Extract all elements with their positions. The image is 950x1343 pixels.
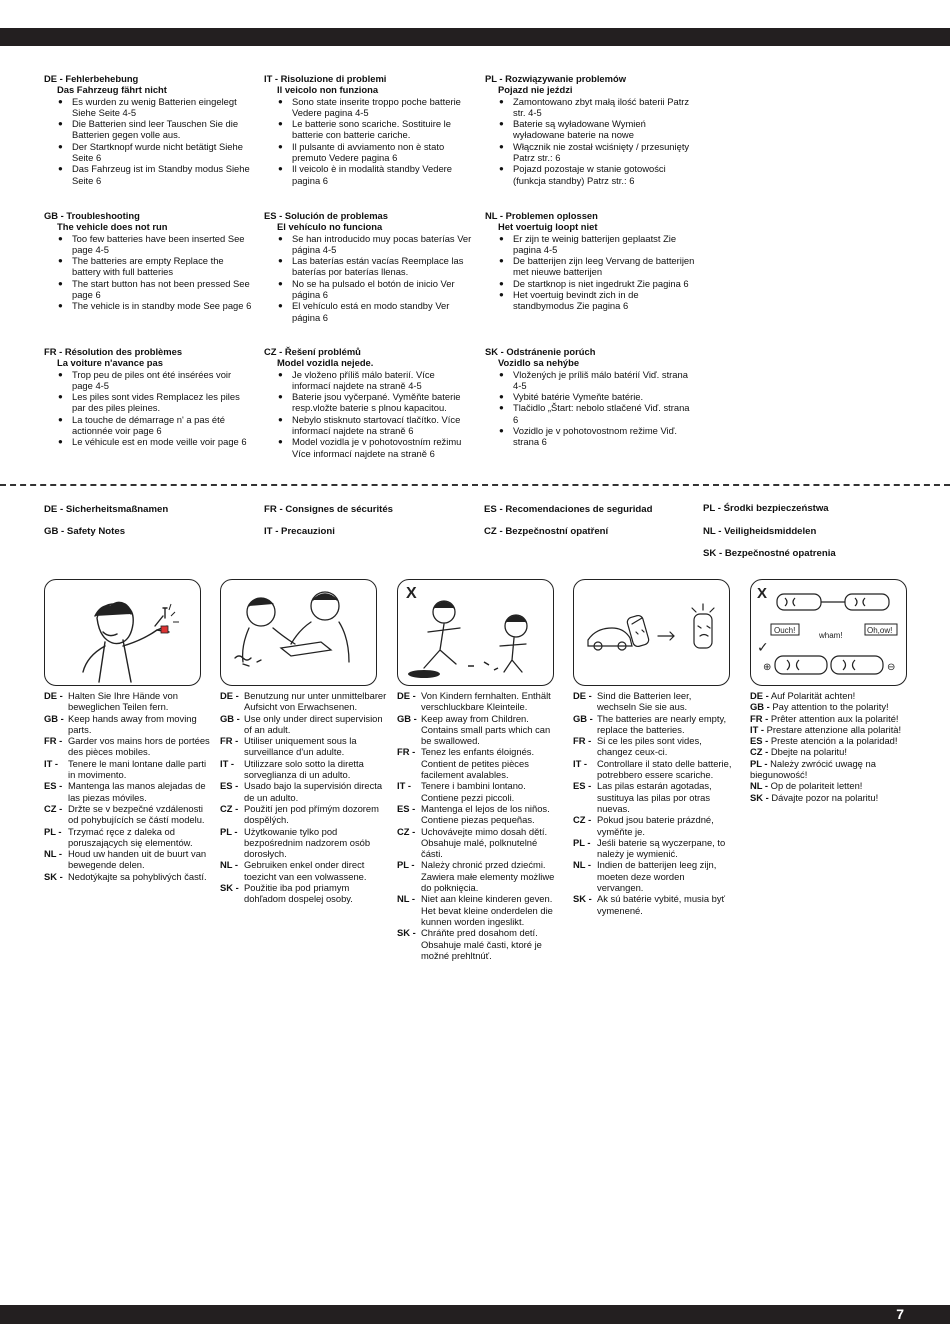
language-code: IT -	[220, 757, 235, 769]
troubleshooting-list	[485, 233, 695, 312]
troubleshooting-subheading: Het voertuig loopt niet	[498, 221, 598, 233]
safety-note-text: Von Kindern fernhalten. Enthält verschluckbare Kleinteile.	[421, 690, 551, 713]
language-code: GB -	[220, 712, 240, 724]
language-code: CZ -	[573, 814, 592, 826]
list-item: ● Vložených je príliš málo batérií Viď. strana 4-5	[498, 369, 695, 392]
list-item: ● The batteries are empty Replace the battery with full batteries	[57, 255, 254, 278]
safety-note	[750, 780, 910, 791]
language-code: ES -	[44, 780, 63, 792]
troubleshooting-it	[264, 73, 474, 186]
language-code: NL -	[220, 859, 239, 871]
illustration-replace-batteries	[573, 579, 730, 686]
safety-note-text: Sind die Batterien leer, wechseln Sie sie aus.	[597, 690, 692, 713]
language-code: ES -	[397, 802, 416, 814]
language-code: ES -	[220, 780, 239, 792]
safety-note-text: Halten Sie Ihre Hände von beweglichen Teilen fern.	[68, 690, 178, 713]
language-code: FR -	[750, 712, 769, 724]
wham-label: wham!	[819, 631, 843, 640]
list-item: ● Il pulsante di avviamento non è stato premuto Vedere pagina 6	[277, 141, 474, 164]
safety-note	[750, 792, 910, 803]
language-code: ES -	[573, 780, 592, 792]
troubleshooting-nl	[485, 210, 695, 312]
safety-note-text: Pay attention to the polarity!	[772, 701, 889, 713]
safety-note	[573, 713, 733, 736]
adult-and-child-icon	[221, 580, 376, 685]
list-item: ● Die Batterien sind leer Tauschen Sie die Batterien gegen volle aus.	[57, 118, 254, 141]
safety-note-text: Keep away from Children. Contains small parts which can be swallowed.	[421, 712, 551, 747]
safety-note	[573, 780, 733, 814]
ohow-label: Oh,ow!	[867, 626, 893, 635]
safety-note	[397, 927, 557, 961]
language-code: DE -	[44, 690, 63, 701]
minus-icon: ⊖	[887, 662, 896, 673]
troubleshooting-heading: SK - Odstránenie porúch	[485, 346, 596, 357]
language-code: SK -	[44, 870, 63, 882]
list-item: ● The vehicle is in standby mode See page 6	[57, 300, 254, 311]
list-item: ● Las baterías están vacías Reemplace las baterías por baterías llenas.	[277, 255, 474, 278]
safety-note	[573, 814, 733, 837]
troubleshooting-list	[44, 369, 254, 448]
troubleshooting-fr	[44, 346, 254, 448]
language-code: NL -	[44, 848, 63, 860]
safety-note	[44, 735, 214, 758]
safety-note	[44, 826, 214, 849]
troubleshooting-heading: PL - Rozwiązywanie problemów	[485, 73, 626, 84]
language-code: PL -	[220, 825, 238, 837]
troubleshooting-gb	[44, 210, 254, 312]
safety-note	[750, 724, 910, 735]
safety-note-text: Prêter attention aux la polarité!	[770, 712, 899, 724]
safety-note	[573, 690, 733, 713]
troubleshooting-heading: GB - Troubleshooting	[44, 210, 140, 221]
safety-notes-polarity	[750, 690, 910, 803]
illustration-adult-supervision	[220, 579, 377, 686]
troubleshooting-list	[485, 96, 695, 186]
language-code: SK -	[573, 893, 592, 905]
troubleshooting-subheading: Model vozidla nejede.	[277, 357, 374, 369]
safety-note-text: Držte se v bezpečné vzdálenosti od pohybujících se částí modelu.	[68, 802, 205, 826]
language-code: CZ -	[220, 802, 239, 814]
ouch-label: Ouch!	[774, 626, 796, 635]
list-item: ● Włącznik nie został wciśnięty / przesunięty Patrz str.: 6	[498, 141, 695, 164]
safety-note-text: Należy chronić przed dziećmi. Zawiera małe elementy możliwe do połknięcia.	[421, 859, 555, 894]
safety-note	[750, 758, 910, 781]
language-code: FR -	[220, 735, 239, 747]
list-item: ● Sono state inserite troppo poche batterie Vedere pagina 4-5	[277, 96, 474, 119]
safety-notes-children	[397, 690, 557, 961]
safety-note	[44, 713, 214, 736]
safety-note-text: Pokud jsou baterie prázdné, vyměňte je.	[597, 814, 714, 837]
troubleshooting-es	[264, 210, 474, 323]
safety-note-text: Použitie iba pod priamym dohľadom dospelej osoby.	[244, 882, 353, 905]
safety-note-text: Niet aan kleine kinderen geven. Het bevat kleine onderdelen die kunnen worden ingeslikt.	[421, 893, 553, 927]
safety-heading-sk: SK - Bezpečnostné opatrenia	[703, 548, 836, 559]
language-code: IT -	[397, 780, 412, 792]
safety-note-text: Si ce les piles sont vides, changez ceux-ci.	[597, 735, 702, 758]
list-item: ● Il veicolo è in modalità standby Vedere pagina 6	[277, 163, 474, 186]
list-item: ● Nebylo stisknuto startovací tlačítko. Více informací najdete na straně 6	[277, 414, 474, 437]
language-code: IT -	[44, 757, 59, 769]
illustration-polarity	[750, 579, 907, 686]
safety-note	[750, 713, 910, 724]
troubleshooting-list	[44, 96, 254, 186]
safety-note-text: The batteries are nearly empty, replace the batteries.	[597, 712, 727, 735]
troubleshooting-list	[264, 96, 474, 186]
safety-note	[220, 690, 390, 713]
safety-note	[44, 871, 214, 882]
troubleshooting-subheading: Pojazd nie jeździ	[498, 84, 573, 96]
troubleshooting-heading: CZ - Řešení problémů	[264, 346, 361, 357]
safety-note	[573, 893, 733, 916]
safety-note	[220, 780, 390, 803]
safety-note-text: Tenez les enfants éloignés. Contient de petites pièces facilement avalables.	[421, 746, 535, 781]
troubleshooting-heading: ES - Solución de problemas	[264, 210, 388, 221]
list-item: ● De batterijen zijn leeg Vervang de batterijen met nieuwe batterijen	[498, 255, 695, 278]
safety-note	[397, 746, 557, 780]
troubleshooting-list	[264, 369, 474, 459]
safety-note-text: Uchovávejte mimo dosah dětí. Obsahuje malé, polknutelné části.	[421, 825, 548, 860]
safety-note-text: Jeśli baterie są wyczerpane, to należy je wymienić.	[597, 836, 726, 860]
safety-note	[573, 758, 733, 781]
troubleshooting-subheading: Vozidlo sa nehýbe	[498, 357, 580, 369]
page-number: 7	[896, 1306, 904, 1322]
safety-note-text: Dbejte na polaritu!	[770, 746, 847, 758]
troubleshooting-subheading: La voiture n'avance pas	[57, 357, 163, 369]
safety-note-text: Preste atención a la polaridad!	[770, 735, 898, 747]
language-code: DE -	[220, 690, 239, 701]
list-item: ● Model vozidla je v pohotovostním režimu Více informací najdete na straně 6	[277, 436, 474, 459]
safety-heading-cz: CZ - Bezpečnostní opatření	[484, 526, 609, 537]
safety-note-text: Trzymać ręce z daleka od poruszających się elementów.	[68, 825, 193, 848]
safety-heading-pl: PL - Środki bezpieczeństwa	[703, 503, 829, 514]
language-code: FR -	[573, 735, 592, 747]
safety-note-text: Tenere i bambini lontano. Contiene pezzi piccoli.	[421, 780, 526, 803]
language-code: DE -	[750, 690, 769, 701]
safety-note	[44, 690, 214, 713]
language-code: NL -	[750, 780, 769, 792]
safety-note-text: Indien de batterijen leeg zijn, moeten deze worden vervangen.	[597, 859, 717, 894]
safety-note-text: Należy zwrócić uwagę na biegunowość!	[750, 757, 876, 781]
safety-note	[397, 859, 557, 893]
list-item: ● No se ha pulsado el botón de inicio Ver página 6	[277, 278, 474, 301]
safety-note-text: Las pilas estarán agotadas, sustituya las pilas por otras nuevas.	[597, 780, 712, 814]
safety-note-text: Mantenga las manos alejadas de las piezas móviles.	[68, 780, 206, 803]
language-code: GB -	[750, 701, 770, 713]
safety-heading-it: IT - Precauzioni	[264, 526, 335, 537]
troubleshooting-heading: DE - Fehlerbehebung	[44, 73, 139, 84]
safety-heading-gb: GB - Safety Notes	[44, 526, 126, 537]
prohibited-mark: X	[406, 585, 417, 602]
language-code: SK -	[397, 927, 416, 939]
safety-note	[750, 701, 910, 712]
language-code: DE -	[573, 690, 592, 701]
correct-polarity-mark: ✓	[757, 640, 769, 656]
language-code: CZ -	[44, 802, 63, 814]
language-code: CZ -	[750, 746, 769, 758]
list-item: ● Es wurden zu wenig Batterien eingelegt Siehe Seite 4-5	[57, 96, 254, 119]
safety-note	[220, 859, 390, 882]
top-bar	[0, 28, 950, 46]
battery-polarity-icon	[751, 580, 906, 685]
safety-note-text: Gebruiken enkel onder direct toezicht van een volwassene.	[244, 859, 367, 882]
list-item: ● La touche de démarrage n' a pas été actionnée voir page 6	[57, 414, 254, 437]
safety-note-text: Garder vos mains hors de portées des pièces mobiles.	[68, 735, 210, 758]
child-finger-pinch-icon	[45, 580, 200, 685]
troubleshooting-heading: NL - Problemen oplossen	[485, 210, 598, 221]
safety-note	[220, 826, 390, 860]
tired-battery-car-icon	[574, 580, 729, 685]
safety-note-text: Mantenga el lejos de los niños. Contiene piezas pequeñas.	[421, 802, 550, 826]
troubleshooting-heading: IT - Risoluzione di problemi	[264, 73, 387, 84]
troubleshooting-cz	[264, 346, 474, 459]
safety-note	[573, 837, 733, 860]
list-item: ● Zamontowano zbyt małą ilość baterii Patrz str. 4-5	[498, 96, 695, 119]
safety-note-text: Use only under direct supervision of an adult.	[244, 712, 383, 735]
list-item: ● Les piles sont vides Remplacez les piles par des piles pleines.	[57, 391, 254, 414]
safety-note-text: Op de polariteit letten!	[770, 780, 863, 792]
list-item: ● Je vloženo příliš málo baterií. Více informací najdete na straně 4-5	[277, 369, 474, 392]
troubleshooting-de	[44, 73, 254, 186]
safety-note	[220, 735, 390, 758]
list-item: ● Baterie są wyładowane Wymień wyładowane baterie na nowe	[498, 118, 695, 141]
language-code: IT -	[573, 757, 588, 769]
language-code: PL -	[750, 757, 768, 769]
safety-note	[750, 746, 910, 757]
troubleshooting-subheading: Il veicolo non funziona	[277, 84, 379, 96]
list-item: ● Das Fahrzeug ist im Standby modus Siehe Seite 6	[57, 163, 254, 186]
safety-note	[220, 713, 390, 736]
list-item: ● Er zijn te weinig batterijen geplaatst Zie pagina 4-5	[498, 233, 695, 256]
troubleshooting-heading: FR - Résolution des problèmes	[44, 346, 183, 357]
list-item: ● Le batterie sono scariche. Sostituire le batterie con batterie cariche.	[277, 118, 474, 141]
language-code: CZ -	[397, 825, 416, 837]
language-code: NL -	[397, 893, 416, 905]
safety-note	[397, 803, 557, 826]
list-item: ● Se han introducido muy pocas baterías Ver página 4-5	[277, 233, 474, 256]
list-item: ● Het voertuig bevindt zich in de standbymodus Zie pagina 6	[498, 289, 695, 312]
safety-note	[750, 690, 910, 701]
safety-note-text: Nedotýkajte sa pohyblivých častí.	[68, 870, 207, 882]
safety-note-text: Chráňte pred dosahom detí. Obsahuje malé časti, ktoré je možné prehltnúť.	[421, 927, 542, 961]
safety-note-text: Auf Polarität achten!	[770, 690, 856, 701]
language-code: PL -	[573, 836, 591, 848]
troubleshooting-pl	[485, 73, 695, 186]
safety-note	[397, 713, 557, 747]
safety-note-text: Houd uw handen uit de buurt van bewegende delen.	[68, 848, 207, 871]
safety-heading-fr: FR - Consignes de sécurités	[264, 504, 394, 515]
section-divider	[0, 484, 950, 486]
plus-icon: ⊕	[763, 662, 772, 673]
troubleshooting-sk	[485, 346, 695, 448]
safety-notes-supervision	[220, 690, 390, 905]
safety-notes-batteries	[573, 690, 733, 916]
safety-note-text: Ak sú batérie vybité, musia byť vymenené.	[597, 893, 726, 916]
safety-note-text: Controllare il stato delle batterie, potrebbero essere scariche.	[597, 757, 732, 781]
safety-note-text: Prestare attenzione alla polarità!	[766, 723, 902, 735]
language-code: NL -	[573, 859, 592, 871]
safety-note	[397, 780, 557, 803]
language-code: SK -	[750, 791, 769, 803]
troubleshooting-list	[264, 233, 474, 323]
language-code: GB -	[573, 712, 593, 724]
list-item: ● The start button has not been pressed See page 6	[57, 278, 254, 301]
language-code: FR -	[44, 735, 63, 747]
safety-notes-hands	[44, 690, 214, 882]
safety-note	[573, 735, 733, 758]
safety-heading-es: ES - Recomendaciones de seguridad	[484, 504, 653, 515]
language-code: GB -	[44, 712, 64, 724]
language-code: GB -	[397, 712, 417, 724]
safety-note	[44, 803, 214, 826]
safety-note-text: Benutzung nur unter unmittelbarer Aufsicht von Erwachsenen.	[244, 690, 387, 713]
list-item: ● El vehículo está en modo standby Ver página 6	[277, 300, 474, 323]
safety-heading-nl: NL - Veiligheidsmiddelen	[703, 526, 817, 537]
list-item: ● De startknop is niet ingedrukt Zie pagina 6	[498, 278, 695, 289]
list-item: ● Vozidlo je v pohotovostnom režime Viď. strana 6	[498, 425, 695, 448]
list-item: ● Baterie jsou vyčerpané. Vyměňte baterie resp.vložte baterie s plnou kapacitou.	[277, 391, 474, 414]
safety-note	[44, 780, 214, 803]
safety-note	[44, 758, 214, 781]
troubleshooting-subheading: Das Fahrzeug fährt nicht	[57, 84, 167, 96]
illustration-hands-away	[44, 579, 201, 686]
safety-note	[573, 859, 733, 893]
language-code: DE -	[397, 690, 416, 701]
safety-note-text: Utiliser uniquement sous la surveillance d'un adulte.	[244, 735, 357, 758]
list-item: ● Tlačidlo „Štart: nebolo stlačené Viď. strana 6	[498, 402, 695, 425]
troubleshooting-subheading: The vehicle does not run	[57, 221, 168, 233]
troubleshooting-subheading: El vehículo no funciona	[277, 221, 383, 233]
safety-note-text: Utilizzare solo sotto la diretta sorveglianza di un adulto.	[244, 757, 364, 781]
troubleshooting-list	[485, 369, 695, 448]
children-small-parts-icon	[398, 580, 553, 685]
list-item: ● Too few batteries have been inserted See page 4-5	[57, 233, 254, 256]
wrong-polarity-mark: X	[757, 585, 768, 602]
safety-note	[44, 848, 214, 871]
safety-note-text: Keep hands away from moving parts.	[68, 712, 197, 735]
language-code: SK -	[220, 882, 239, 894]
safety-note	[220, 803, 390, 826]
language-code: FR -	[397, 746, 416, 758]
language-code: IT -	[750, 723, 765, 735]
list-item: ● Pojazd pozostaje w stanie gotowości (funkcja standby) Patrz str.: 6	[498, 163, 695, 186]
safety-note-text: Dávajte pozor na polaritu!	[771, 791, 879, 803]
safety-note	[397, 690, 557, 713]
language-code: ES -	[750, 735, 769, 747]
list-item: ● Le véhicule est en mode veille voir page 6	[57, 436, 254, 447]
safety-heading-de: DE - Sicherheitsmaßnamen	[44, 504, 169, 515]
safety-note	[397, 893, 557, 927]
safety-note	[397, 826, 557, 860]
language-code: PL -	[397, 859, 415, 871]
safety-note-text: Użytkowanie tylko pod bezpośrednim nadzorem osób dorosłych.	[244, 825, 371, 860]
illustration-keep-away-children	[397, 579, 554, 686]
safety-note-text: Usado bajo la supervisión directa de un adulto.	[244, 780, 383, 803]
troubleshooting-list	[44, 233, 254, 312]
safety-note-text: Použití jen pod přímým dozorem dospělých.	[244, 802, 379, 826]
list-item: ● Trop peu de piles ont été insérées voir page 4-5	[57, 369, 254, 392]
safety-note-text: Tenere le mani lontane dalle parti in movimento.	[68, 757, 207, 781]
safety-note	[220, 758, 390, 781]
safety-note	[750, 735, 910, 746]
list-item: ● Der Startknopf wurde nicht betätigt Siehe Seite 6	[57, 141, 254, 164]
language-code: PL -	[44, 825, 62, 837]
list-item: ● Vybité batérie Vymeňte batérie.	[498, 391, 695, 402]
safety-note	[220, 882, 390, 905]
bottom-bar	[0, 1305, 950, 1324]
